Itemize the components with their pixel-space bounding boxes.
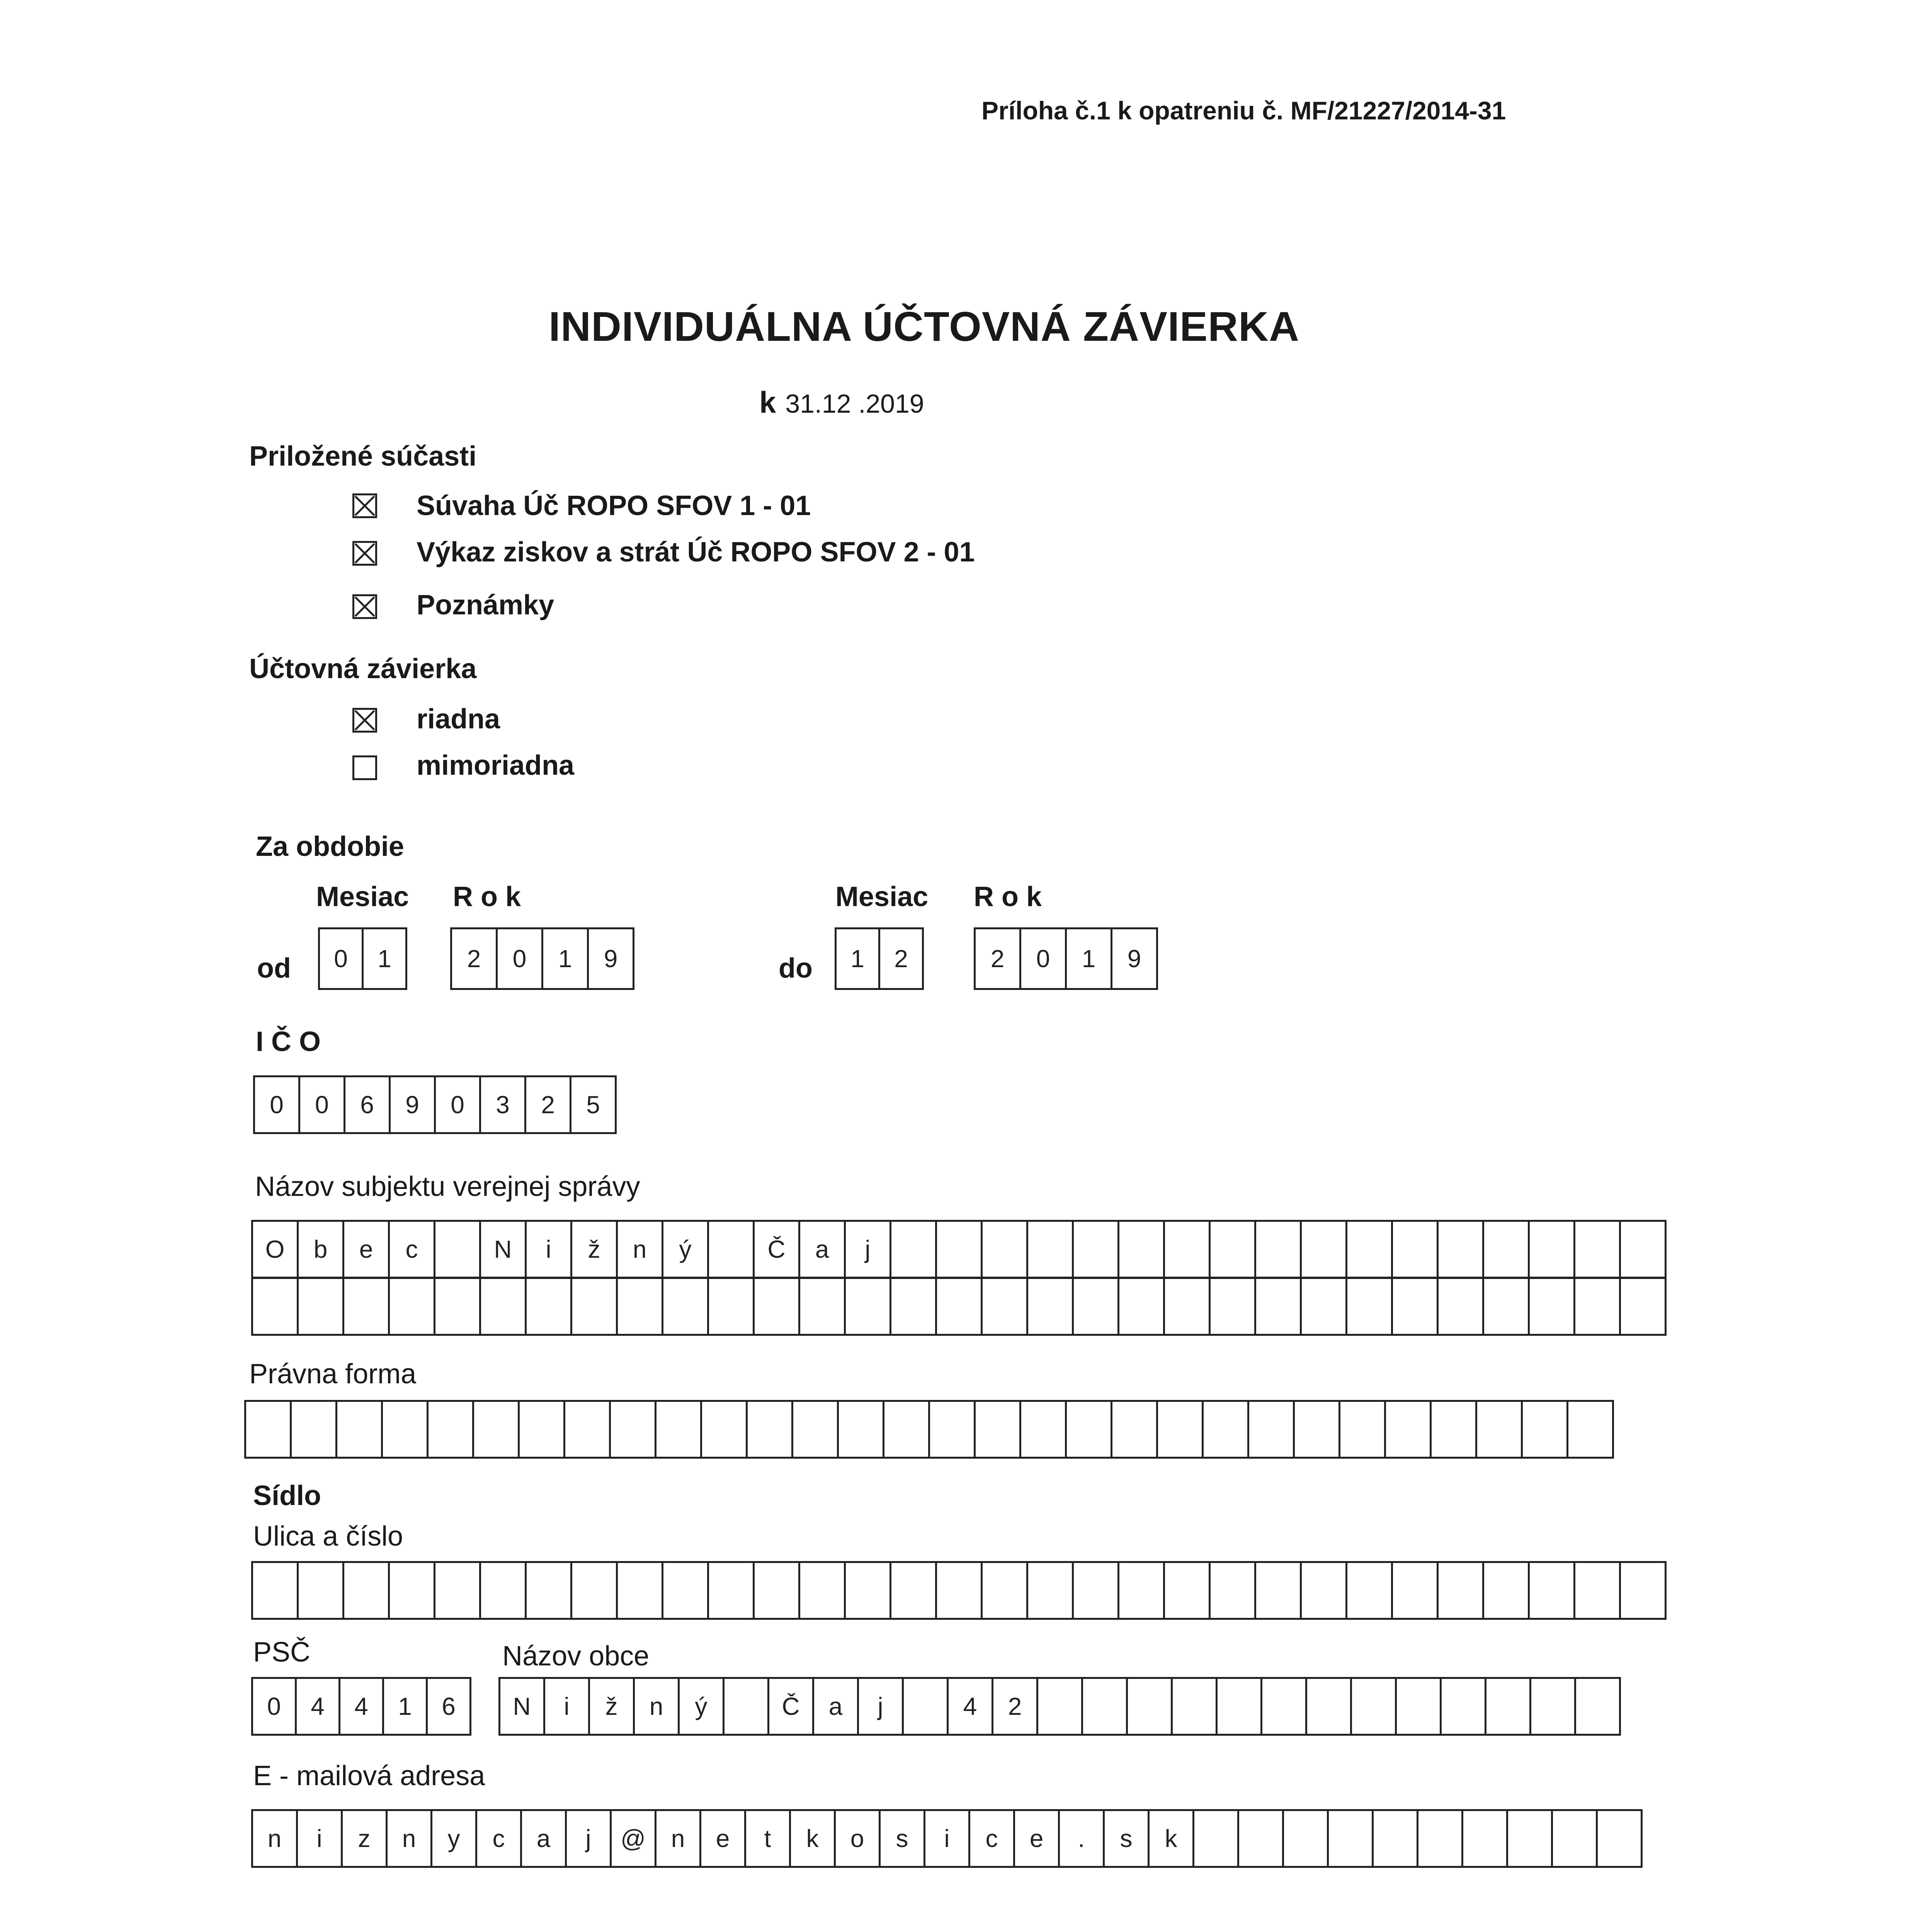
- char-box[interactable]: 4: [338, 1677, 384, 1736]
- char-box[interactable]: [1247, 1400, 1295, 1459]
- char-box[interactable]: s: [879, 1809, 925, 1868]
- closing-type-checkbox-regular[interactable]: [352, 708, 377, 733]
- char-box[interactable]: 9: [389, 1075, 436, 1134]
- char-box[interactable]: [1573, 1220, 1621, 1279]
- char-box[interactable]: [1391, 1220, 1439, 1279]
- char-box[interactable]: n: [655, 1809, 701, 1868]
- char-box[interactable]: 2: [878, 927, 924, 990]
- psc-label: PSČ: [253, 1637, 311, 1668]
- street-boxes[interactable]: [251, 1561, 1667, 1620]
- char-box[interactable]: [1528, 1277, 1575, 1336]
- char-box[interactable]: 2: [974, 927, 1021, 990]
- date-value: 31.12 .2019: [785, 389, 924, 418]
- char-box[interactable]: [388, 1561, 435, 1620]
- char-box[interactable]: b: [297, 1220, 344, 1279]
- char-box[interactable]: [1345, 1220, 1393, 1279]
- char-box[interactable]: [844, 1277, 891, 1336]
- char-box[interactable]: [1521, 1400, 1568, 1459]
- char-box[interactable]: j: [857, 1677, 904, 1736]
- char-box[interactable]: [981, 1220, 1028, 1279]
- char-box[interactable]: 4: [947, 1677, 993, 1736]
- char-box[interactable]: [889, 1561, 937, 1620]
- annex-reference: Príloha č.1 k opatreniu č. MF/21227/2014-31: [981, 96, 1506, 125]
- char-box[interactable]: n: [251, 1809, 298, 1868]
- char-box[interactable]: [1117, 1277, 1165, 1336]
- char-box[interactable]: [1573, 1277, 1621, 1336]
- from-year-boxes[interactable]: [450, 927, 634, 990]
- char-box[interactable]: [662, 1277, 709, 1336]
- char-box[interactable]: 0: [496, 927, 543, 990]
- town-label: Názov obce: [502, 1641, 650, 1672]
- psc-boxes[interactable]: [251, 1677, 471, 1736]
- char-box[interactable]: [935, 1220, 983, 1279]
- char-box[interactable]: [1065, 1400, 1112, 1459]
- char-box[interactable]: [472, 1400, 520, 1459]
- char-box[interactable]: [1345, 1277, 1393, 1336]
- char-box[interactable]: 0: [434, 1075, 481, 1134]
- char-box[interactable]: [1300, 1277, 1347, 1336]
- char-box[interactable]: [902, 1677, 949, 1736]
- char-box[interactable]: [1072, 1220, 1119, 1279]
- closing-type-label: Účtovná závierka: [249, 653, 477, 684]
- char-box[interactable]: [935, 1277, 983, 1336]
- char-box[interactable]: 1: [835, 927, 880, 990]
- char-box[interactable]: [616, 1277, 663, 1336]
- char-box[interactable]: [1019, 1400, 1067, 1459]
- char-box[interactable]: [1171, 1677, 1218, 1736]
- char-box[interactable]: [1482, 1277, 1530, 1336]
- char-box[interactable]: [1528, 1220, 1575, 1279]
- ico-boxes[interactable]: [253, 1075, 617, 1134]
- char-box[interactable]: e: [1013, 1809, 1060, 1868]
- char-box[interactable]: [1573, 1561, 1621, 1620]
- char-box[interactable]: [1391, 1277, 1439, 1336]
- char-box[interactable]: 1: [1065, 927, 1112, 990]
- char-box[interactable]: [1417, 1809, 1463, 1868]
- char-box[interactable]: N: [479, 1220, 527, 1279]
- char-box[interactable]: c: [388, 1220, 435, 1279]
- char-box[interactable]: [251, 1561, 299, 1620]
- char-box[interactable]: [434, 1277, 481, 1336]
- char-box[interactable]: [753, 1277, 800, 1336]
- char-box[interactable]: [1026, 1561, 1074, 1620]
- char-box[interactable]: y: [430, 1809, 477, 1868]
- char-box[interactable]: i: [525, 1220, 572, 1279]
- char-box[interactable]: 2: [450, 927, 498, 990]
- char-box[interactable]: [525, 1277, 572, 1336]
- char-box[interactable]: [479, 1277, 527, 1336]
- char-box[interactable]: [525, 1561, 572, 1620]
- char-box[interactable]: 4: [295, 1677, 340, 1736]
- char-box[interactable]: [1202, 1400, 1249, 1459]
- char-box[interactable]: [1026, 1220, 1074, 1279]
- char-box[interactable]: [1300, 1561, 1347, 1620]
- char-box[interactable]: .: [1058, 1809, 1105, 1868]
- char-box[interactable]: e: [699, 1809, 746, 1868]
- date-prefix: k: [759, 385, 776, 419]
- char-box[interactable]: [1506, 1809, 1553, 1868]
- char-box[interactable]: [928, 1400, 976, 1459]
- char-box[interactable]: [707, 1277, 755, 1336]
- email-boxes[interactable]: [251, 1809, 1643, 1868]
- from-month-boxes[interactable]: [318, 927, 407, 990]
- char-box[interactable]: [1117, 1220, 1165, 1279]
- char-box[interactable]: [746, 1400, 793, 1459]
- to-label: do: [779, 953, 813, 984]
- char-box[interactable]: [1072, 1277, 1119, 1336]
- char-box[interactable]: [889, 1220, 937, 1279]
- closing-type-label-regular: riadna: [417, 704, 500, 735]
- char-box[interactable]: Č: [753, 1220, 800, 1279]
- char-box[interactable]: [563, 1400, 611, 1459]
- char-box[interactable]: [1260, 1677, 1307, 1736]
- char-box[interactable]: [1117, 1561, 1165, 1620]
- period-label: Za obdobie: [256, 831, 404, 862]
- char-box[interactable]: [707, 1220, 755, 1279]
- char-box[interactable]: [1026, 1277, 1074, 1336]
- char-box[interactable]: [707, 1561, 755, 1620]
- closing-type-checkbox-extraordinary[interactable]: [352, 755, 377, 780]
- char-box[interactable]: @: [610, 1809, 656, 1868]
- char-box[interactable]: [1475, 1400, 1523, 1459]
- char-box[interactable]: [1036, 1677, 1083, 1736]
- closing-type-label-extraordinary: mimoriadna: [417, 750, 575, 781]
- char-box[interactable]: 5: [570, 1075, 617, 1134]
- char-box[interactable]: [1163, 1220, 1211, 1279]
- char-box[interactable]: [1345, 1561, 1393, 1620]
- char-box[interactable]: [883, 1400, 930, 1459]
- char-box[interactable]: [1254, 1277, 1302, 1336]
- char-box[interactable]: [434, 1220, 481, 1279]
- char-box[interactable]: [1485, 1677, 1531, 1736]
- char-box[interactable]: [1437, 1561, 1484, 1620]
- to-year-label: R o k: [974, 881, 1042, 912]
- char-box[interactable]: k: [1148, 1809, 1194, 1868]
- char-box[interactable]: [981, 1277, 1028, 1336]
- char-box[interactable]: [655, 1400, 702, 1459]
- char-box[interactable]: e: [342, 1220, 390, 1279]
- char-box[interactable]: [1300, 1220, 1347, 1279]
- char-box[interactable]: N: [498, 1677, 545, 1736]
- char-box[interactable]: a: [520, 1809, 567, 1868]
- char-box[interactable]: Č: [767, 1677, 814, 1736]
- char-box[interactable]: j: [565, 1809, 612, 1868]
- char-box[interactable]: 0: [1019, 927, 1067, 990]
- char-box[interactable]: [798, 1277, 846, 1336]
- char-box[interactable]: [798, 1561, 846, 1620]
- char-box[interactable]: c: [968, 1809, 1015, 1868]
- char-box[interactable]: [1192, 1809, 1239, 1868]
- attachment-label-profit-loss: Výkaz ziskov a strát Úč ROPO SFOV 2 - 01: [417, 537, 975, 568]
- attachments-label: Priložené súčasti: [249, 441, 477, 472]
- char-box[interactable]: 1: [382, 1677, 428, 1736]
- char-box[interactable]: [1528, 1561, 1575, 1620]
- char-box[interactable]: c: [475, 1809, 522, 1868]
- to-month-boxes[interactable]: [835, 927, 924, 990]
- from-month-label: Mesiac: [316, 881, 409, 912]
- street-label: Ulica a číslo: [253, 1521, 403, 1552]
- char-box[interactable]: O: [251, 1220, 299, 1279]
- char-box[interactable]: a: [798, 1220, 846, 1279]
- char-box[interactable]: i: [923, 1809, 970, 1868]
- attachment-checkbox-notes[interactable]: [352, 594, 377, 619]
- char-box[interactable]: 2: [524, 1075, 571, 1134]
- char-box[interactable]: [1350, 1677, 1397, 1736]
- char-box[interactable]: [662, 1561, 709, 1620]
- char-box[interactable]: [1163, 1277, 1211, 1336]
- char-box[interactable]: [427, 1400, 474, 1459]
- attachment-checkbox-profit-loss[interactable]: [352, 541, 377, 566]
- char-box[interactable]: [388, 1277, 435, 1336]
- char-box[interactable]: [1327, 1809, 1374, 1868]
- char-box[interactable]: [251, 1277, 299, 1336]
- char-box[interactable]: [1482, 1220, 1530, 1279]
- from-year-label: R o k: [453, 881, 521, 912]
- char-box[interactable]: t: [744, 1809, 791, 1868]
- town-boxes[interactable]: [498, 1677, 1621, 1736]
- char-box[interactable]: [935, 1561, 983, 1620]
- char-box[interactable]: [791, 1400, 839, 1459]
- char-box[interactable]: [1619, 1220, 1667, 1279]
- char-box[interactable]: 1: [541, 927, 589, 990]
- char-box[interactable]: i: [296, 1809, 343, 1868]
- char-box[interactable]: [753, 1561, 800, 1620]
- char-box[interactable]: 0: [253, 1075, 300, 1134]
- char-box[interactable]: [1111, 1400, 1158, 1459]
- entity-name-row-2[interactable]: [251, 1277, 1667, 1336]
- char-box[interactable]: [1254, 1561, 1302, 1620]
- char-box[interactable]: [342, 1277, 390, 1336]
- char-box[interactable]: [1282, 1809, 1329, 1868]
- char-box[interactable]: 9: [587, 927, 634, 990]
- char-box[interactable]: a: [812, 1677, 859, 1736]
- attachment-label-balance-sheet: Súvaha Úč ROPO SFOV 1 - 01: [417, 490, 811, 521]
- char-box[interactable]: [1305, 1677, 1352, 1736]
- char-box[interactable]: ý: [678, 1677, 724, 1736]
- char-box[interactable]: ž: [588, 1677, 635, 1736]
- char-box[interactable]: 6: [344, 1075, 391, 1134]
- char-box[interactable]: o: [834, 1809, 881, 1868]
- char-box[interactable]: [1437, 1220, 1484, 1279]
- char-box[interactable]: n: [616, 1220, 663, 1279]
- char-box[interactable]: [1372, 1809, 1418, 1868]
- char-box[interactable]: [974, 1400, 1021, 1459]
- char-box[interactable]: [1596, 1809, 1643, 1868]
- entity-name-row-1[interactable]: [251, 1220, 1667, 1279]
- char-box[interactable]: [616, 1561, 663, 1620]
- char-box[interactable]: [570, 1561, 618, 1620]
- char-box[interactable]: z: [341, 1809, 388, 1868]
- char-box[interactable]: [381, 1400, 429, 1459]
- char-box[interactable]: [1440, 1677, 1486, 1736]
- char-box[interactable]: [335, 1400, 383, 1459]
- char-box[interactable]: ž: [570, 1220, 618, 1279]
- legal-form-label: Právna forma: [249, 1359, 417, 1389]
- char-box[interactable]: 0: [298, 1075, 345, 1134]
- email-label: E - mailová adresa: [253, 1760, 485, 1791]
- document-title: INDIVIDUÁLNA ÚČTOVNÁ ZÁVIERKA: [549, 303, 1300, 350]
- char-box[interactable]: [1254, 1220, 1302, 1279]
- char-box[interactable]: [1566, 1400, 1614, 1459]
- char-box[interactable]: [1209, 1561, 1256, 1620]
- char-box[interactable]: [1293, 1400, 1340, 1459]
- char-box[interactable]: [342, 1561, 390, 1620]
- char-box[interactable]: [1209, 1220, 1256, 1279]
- char-box[interactable]: [297, 1561, 344, 1620]
- char-box[interactable]: [1391, 1561, 1439, 1620]
- char-box[interactable]: j: [844, 1220, 891, 1279]
- char-box[interactable]: [1384, 1400, 1432, 1459]
- char-box[interactable]: [1338, 1400, 1386, 1459]
- char-box[interactable]: 1: [362, 927, 407, 990]
- char-box[interactable]: [609, 1400, 656, 1459]
- char-box[interactable]: [1156, 1400, 1204, 1459]
- char-box[interactable]: 2: [992, 1677, 1038, 1736]
- char-box[interactable]: [837, 1400, 884, 1459]
- char-box[interactable]: [1395, 1677, 1442, 1736]
- char-box[interactable]: [1163, 1561, 1211, 1620]
- char-box[interactable]: [723, 1677, 769, 1736]
- char-box[interactable]: [844, 1561, 891, 1620]
- from-label: od: [257, 953, 291, 984]
- char-box[interactable]: n: [633, 1677, 680, 1736]
- char-box[interactable]: [1619, 1277, 1667, 1336]
- char-box[interactable]: [290, 1400, 337, 1459]
- char-box[interactable]: [1072, 1561, 1119, 1620]
- char-box[interactable]: [700, 1400, 748, 1459]
- char-box[interactable]: n: [386, 1809, 432, 1868]
- char-box[interactable]: [1216, 1677, 1262, 1736]
- char-box[interactable]: [479, 1561, 527, 1620]
- char-box[interactable]: [889, 1277, 937, 1336]
- legal-form-boxes[interactable]: [244, 1400, 1614, 1459]
- char-box[interactable]: [1237, 1809, 1284, 1868]
- char-box[interactable]: [297, 1277, 344, 1336]
- char-box[interactable]: [518, 1400, 565, 1459]
- char-box[interactable]: 0: [251, 1677, 297, 1736]
- char-box[interactable]: [1574, 1677, 1621, 1736]
- to-month-label: Mesiac: [835, 881, 929, 912]
- char-box[interactable]: 9: [1111, 927, 1158, 990]
- seat-label: Sídlo: [253, 1480, 321, 1511]
- char-box[interactable]: [1461, 1809, 1508, 1868]
- char-box[interactable]: [1209, 1277, 1256, 1336]
- char-box[interactable]: [1126, 1677, 1173, 1736]
- char-box[interactable]: 0: [318, 927, 364, 990]
- ico-label: I Č O: [256, 1026, 321, 1057]
- char-box[interactable]: [570, 1277, 618, 1336]
- entity-name-label: Názov subjektu verejnej správy: [255, 1171, 640, 1202]
- char-box[interactable]: ý: [662, 1220, 709, 1279]
- char-box[interactable]: i: [543, 1677, 590, 1736]
- attachment-checkbox-balance-sheet[interactable]: [352, 493, 377, 518]
- char-box[interactable]: [434, 1561, 481, 1620]
- char-box[interactable]: [981, 1561, 1028, 1620]
- char-box[interactable]: 3: [479, 1075, 526, 1134]
- char-box[interactable]: [1551, 1809, 1598, 1868]
- char-box[interactable]: [1081, 1677, 1128, 1736]
- char-box[interactable]: k: [789, 1809, 836, 1868]
- closing-date: [759, 385, 924, 420]
- char-box[interactable]: [1430, 1400, 1477, 1459]
- char-box[interactable]: [1482, 1561, 1530, 1620]
- to-year-boxes[interactable]: [974, 927, 1158, 990]
- char-box[interactable]: [1619, 1561, 1667, 1620]
- char-box[interactable]: [1529, 1677, 1576, 1736]
- char-box[interactable]: 6: [426, 1677, 471, 1736]
- char-box[interactable]: s: [1103, 1809, 1150, 1868]
- attachment-label-notes: Poznámky: [417, 590, 554, 621]
- char-box[interactable]: [244, 1400, 292, 1459]
- char-box[interactable]: [1437, 1277, 1484, 1336]
